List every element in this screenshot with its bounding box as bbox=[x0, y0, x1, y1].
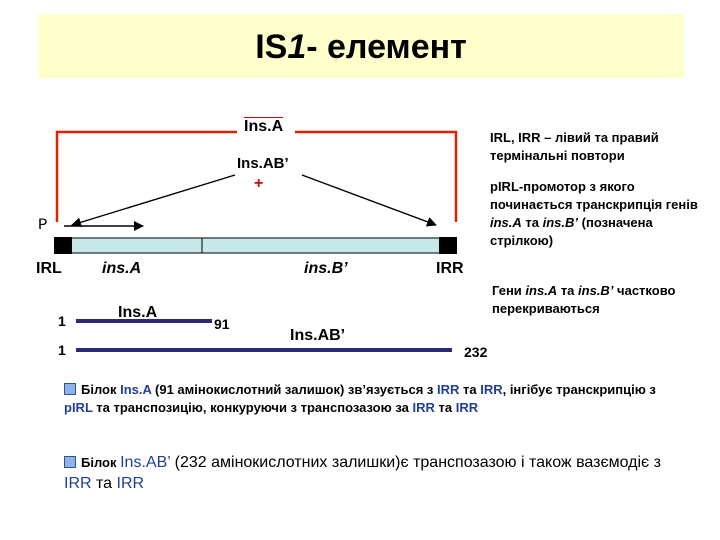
gene-a-label: ins.A bbox=[102, 260, 142, 277]
insa-left-arrow bbox=[57, 132, 237, 222]
plus-sign: + bbox=[254, 175, 264, 192]
insab-end-label: 232 bbox=[464, 344, 488, 360]
insab-start-label: 1 bbox=[58, 342, 66, 358]
bullet-insa: Білок Ins.A (91 амінокислотний залишок) зв’язується з IRR та IRR, інгібує транскрипцію з pIRL та транспозицію, конкуруючи з транспозазою за IRR та IRR bbox=[64, 382, 656, 415]
insab-left-arrow bbox=[72, 175, 235, 225]
insa-top-label: Ins.A bbox=[244, 118, 284, 135]
insa-end-label: 91 bbox=[214, 316, 230, 332]
insa-bottom-label: Ins.A bbox=[118, 304, 158, 321]
irr-label: IRR bbox=[436, 260, 464, 277]
insab-top-label: Ins.AB’ bbox=[237, 155, 289, 172]
insab-right-arrow bbox=[302, 175, 436, 225]
page-title: IS1- елемент bbox=[255, 28, 467, 66]
gene-b-label: ins.B’ bbox=[304, 260, 348, 277]
bullet-insab: Білок Ins.AB’ (232 амінокислотних залишки)є транспозазою і також вазємодіє з IRR та IRR bbox=[64, 454, 661, 492]
insab-bottom-label: Ins.AB’ bbox=[290, 327, 346, 344]
insa-start-label: 1 bbox=[58, 313, 66, 329]
checkbox-bullet-icon bbox=[64, 383, 76, 395]
element-body bbox=[56, 238, 456, 253]
note-overlap: Гени ins.A та ins.B’ частково перекриваються bbox=[492, 283, 676, 316]
note-promoter: pIRL-промотор з якого починається транскрипція генів ins.A та ins.B’ (позначена стрілкою) bbox=[490, 179, 698, 248]
irl-label: IRL bbox=[36, 260, 62, 277]
note-repeats: IRL, IRR – лівий та правий термінальні повтори bbox=[490, 130, 659, 163]
promoter-label: P bbox=[38, 216, 48, 234]
insa-right-arrow bbox=[295, 132, 456, 222]
irr-block bbox=[439, 237, 457, 254]
checkbox-bullet-icon bbox=[64, 456, 76, 468]
irl-block bbox=[54, 237, 72, 254]
